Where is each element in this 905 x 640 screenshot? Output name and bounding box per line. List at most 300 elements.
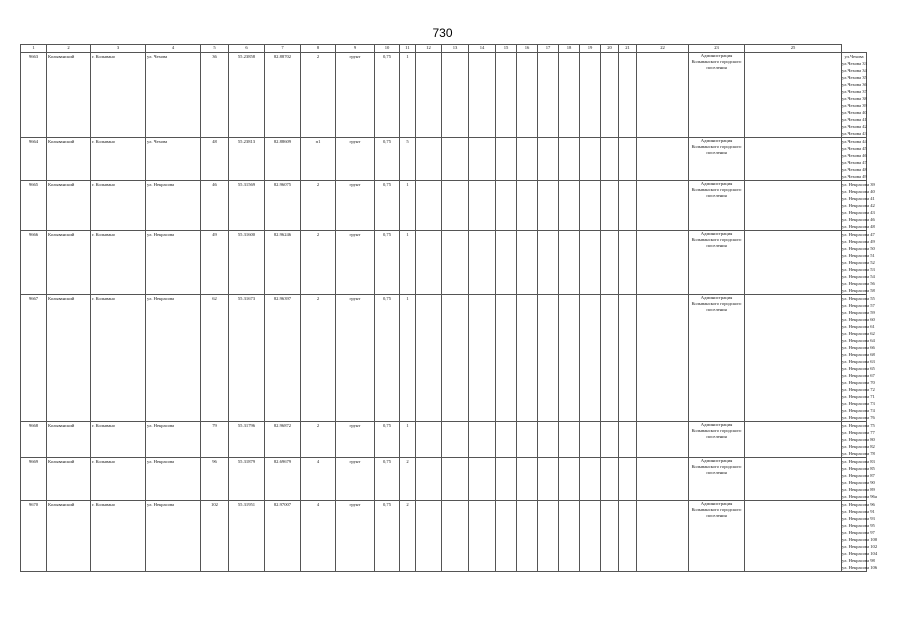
column-header: 15 xyxy=(496,45,517,53)
page-number: 730 xyxy=(432,26,453,40)
house-number: 46 xyxy=(201,181,229,231)
empty-cell xyxy=(469,501,496,572)
registry-number: 9667 xyxy=(21,295,47,422)
longitude: 82.69679 xyxy=(265,458,301,501)
container-volume: 0,75 xyxy=(375,181,400,231)
registry-table xyxy=(20,44,878,572)
owner-name: Администрация Колыванского городского поселения xyxy=(689,501,745,572)
empty-cell xyxy=(442,501,469,572)
column-header: 10 xyxy=(375,45,400,53)
empty-cell xyxy=(496,295,517,422)
served-address: ул. Некрасова 66 xyxy=(842,345,875,350)
empty-cell xyxy=(745,458,842,501)
empty-cell xyxy=(601,231,619,295)
empty-cell xyxy=(601,501,619,572)
locality-name: г. Колывано xyxy=(91,422,146,458)
empty-cell xyxy=(469,422,496,458)
container-count: 4 xyxy=(301,458,336,501)
served-address: ул. Некрасова 71 xyxy=(842,394,875,399)
served-addresses xyxy=(842,231,875,295)
empty-cell xyxy=(538,501,559,572)
owner-name: Администрация Колыванского городского поселения xyxy=(689,231,745,295)
served-address: ул. Некрасова 41 xyxy=(842,196,875,201)
longitude: 82.96075 xyxy=(265,181,301,231)
owner-name: Администрация Колыванского городского поселения xyxy=(689,422,745,458)
served-address: ул. Некрасова 82 xyxy=(842,444,875,449)
column-header: 25 xyxy=(745,45,842,53)
empty-cell xyxy=(637,501,689,572)
column-header: 7 xyxy=(265,45,301,53)
column-header: 21 xyxy=(619,45,637,53)
column-header: 16 xyxy=(517,45,538,53)
collection-frequency: 1 xyxy=(400,53,416,138)
empty-cell xyxy=(442,422,469,458)
empty-cell xyxy=(538,422,559,458)
table-row xyxy=(21,422,867,458)
served-address: ул.Чехова 36 xyxy=(842,82,867,87)
empty-cell xyxy=(469,458,496,501)
served-address: ул. Некрасова 93 xyxy=(842,516,875,521)
served-address: ул. Некрасова 104 xyxy=(842,551,878,556)
served-address: ул.Чехова 49 xyxy=(842,174,867,179)
container-volume: 0,75 xyxy=(375,501,400,572)
empty-cell xyxy=(601,181,619,231)
served-address: ул. Некрасова 53 xyxy=(842,267,875,272)
empty-cell xyxy=(416,53,442,138)
empty-cell xyxy=(469,53,496,138)
district-name: Колыванский xyxy=(47,501,91,572)
latitude: 55.31569 xyxy=(229,181,265,231)
empty-cell xyxy=(559,231,580,295)
street-name: ул. Чехова xyxy=(146,138,201,181)
served-address: ул. Некрасова 100 xyxy=(842,537,878,542)
longitude: 82.88702 xyxy=(265,53,301,138)
column-header: 5 xyxy=(201,45,229,53)
served-address: ул. Некрасова 49 xyxy=(842,239,875,244)
empty-cell xyxy=(416,422,442,458)
empty-cell xyxy=(538,231,559,295)
served-addresses xyxy=(842,53,867,138)
street-name: ул. Некрасова xyxy=(146,295,201,422)
served-address: ул.Чехова 38 xyxy=(842,96,867,101)
served-address: ул. Некрасова 106 xyxy=(842,565,878,570)
empty-cell xyxy=(619,422,637,458)
empty-cell xyxy=(619,53,637,138)
surface-type: грунт xyxy=(336,138,375,181)
empty-cell xyxy=(496,231,517,295)
empty-cell xyxy=(559,501,580,572)
empty-cell xyxy=(517,138,538,181)
served-addresses xyxy=(842,295,875,422)
empty-cell xyxy=(580,501,601,572)
served-address: ул.Чехова 48 xyxy=(842,167,867,172)
locality-name: г. Колывано xyxy=(91,295,146,422)
column-header: 9 xyxy=(336,45,375,53)
served-address: ул.Чехова 40 xyxy=(842,110,867,115)
column-header: 19 xyxy=(580,45,601,53)
container-volume: 0,75 xyxy=(375,458,400,501)
served-address: ул. Некрасова 78 xyxy=(842,451,875,456)
empty-cell xyxy=(442,295,469,422)
column-header: 23 xyxy=(689,45,745,53)
empty-cell xyxy=(580,53,601,138)
empty-cell xyxy=(745,181,842,231)
street-name: ул. Чехова xyxy=(146,53,201,138)
empty-cell xyxy=(442,231,469,295)
empty-cell xyxy=(637,138,689,181)
empty-cell xyxy=(416,138,442,181)
served-address: ул. Некрасова 55 xyxy=(842,296,875,301)
empty-cell xyxy=(637,422,689,458)
empty-cell xyxy=(745,501,842,572)
empty-cell xyxy=(517,295,538,422)
empty-cell xyxy=(559,295,580,422)
empty-cell xyxy=(580,295,601,422)
served-address: ул. Некрасова 60 xyxy=(842,317,875,322)
column-header: 11 xyxy=(400,45,416,53)
collection-frequency: 2 xyxy=(400,458,416,501)
empty-cell xyxy=(496,138,517,181)
collection-frequency: 1 xyxy=(400,422,416,458)
served-address: ул.Чехова xyxy=(844,54,864,59)
collection-frequency: 5 xyxy=(400,138,416,181)
empty-cell xyxy=(538,295,559,422)
surface-type: грунт xyxy=(336,501,375,572)
served-address: ул. Некрасова 65 xyxy=(842,366,875,371)
empty-cell xyxy=(538,138,559,181)
empty-cell xyxy=(619,295,637,422)
street-name: ул. Некрасова xyxy=(146,458,201,501)
served-address: ул. Некрасова 102 xyxy=(842,544,878,549)
empty-cell xyxy=(496,458,517,501)
surface-type: грунт xyxy=(336,295,375,422)
district-name: Колыванский xyxy=(47,181,91,231)
empty-cell xyxy=(745,53,842,138)
locality-name: г. Колывано xyxy=(91,138,146,181)
empty-cell xyxy=(580,231,601,295)
column-header: 13 xyxy=(442,45,469,53)
empty-cell xyxy=(496,53,517,138)
served-address: ул.Чехова 39 xyxy=(842,103,867,108)
latitude: 55.31951 xyxy=(229,501,265,572)
container-volume: 0,75 xyxy=(375,53,400,138)
served-address: ул. Некрасова 48 xyxy=(842,224,875,229)
served-address: ул. Некрасова 96а xyxy=(842,494,877,499)
owner-name: Администрация Колыванского городского поселения xyxy=(689,138,745,181)
served-address: ул. Некрасова 76 xyxy=(842,415,875,420)
empty-cell xyxy=(559,138,580,181)
empty-cell xyxy=(469,181,496,231)
empty-cell xyxy=(559,458,580,501)
served-address: ул. Некрасова 70 xyxy=(842,380,875,385)
served-address: ул. Некрасова 56 xyxy=(842,281,875,286)
container-volume: 0,75 xyxy=(375,231,400,295)
locality-name: г. Колывано xyxy=(91,53,146,138)
empty-cell xyxy=(517,422,538,458)
street-name: ул. Некрасова xyxy=(146,181,201,231)
served-address: ул. Некрасова 72 xyxy=(842,387,875,392)
empty-cell xyxy=(416,501,442,572)
served-address: ул. Некрасова 95 xyxy=(842,523,875,528)
empty-cell xyxy=(442,138,469,181)
owner-name: Администрация Колыванского городского поселения xyxy=(689,458,745,501)
street-name: ул. Некрасова xyxy=(146,422,201,458)
served-address: ул. Некрасова 83 xyxy=(842,459,875,464)
container-volume: 0,75 xyxy=(375,295,400,422)
column-header: 1 xyxy=(21,45,47,53)
empty-cell xyxy=(580,138,601,181)
served-address: ул.Чехова 42 xyxy=(842,124,867,129)
served-address: ул.Чехова 47 xyxy=(842,160,867,165)
served-address: ул. Некрасова 54 xyxy=(842,274,875,279)
served-address: ул.Чехова 44 xyxy=(842,139,867,144)
locality-name: г. Колывано xyxy=(91,501,146,572)
served-address: ул. Некрасова 91 xyxy=(842,509,875,514)
latitude: 55.31796 xyxy=(229,422,265,458)
served-address: ул. Некрасова 43 xyxy=(842,210,875,215)
empty-cell xyxy=(637,53,689,138)
empty-cell xyxy=(580,422,601,458)
empty-cell xyxy=(496,422,517,458)
table-row xyxy=(21,181,867,231)
empty-cell xyxy=(745,422,842,458)
table-header-row xyxy=(21,45,867,53)
served-address: ул. Некрасова 97 xyxy=(842,530,875,535)
container-count: 2 xyxy=(301,53,336,138)
locality-name: г. Колывано xyxy=(91,231,146,295)
served-addresses xyxy=(842,501,878,572)
empty-cell xyxy=(416,181,442,231)
house-number: 96 xyxy=(201,458,229,501)
latitude: 55.23813 xyxy=(229,138,265,181)
table-row xyxy=(21,458,867,501)
served-address: ул. Некрасова 68 xyxy=(842,352,875,357)
empty-cell xyxy=(469,231,496,295)
empty-cell xyxy=(538,458,559,501)
longitude: 82.97007 xyxy=(265,501,301,572)
empty-cell xyxy=(517,53,538,138)
served-address: ул. Некрасова 58 xyxy=(842,288,875,293)
column-header: 12 xyxy=(416,45,442,53)
served-address: ул. Некрасова 77 xyxy=(842,430,875,435)
column-header: 8 xyxy=(301,45,336,53)
latitude: 55.31600 xyxy=(229,231,265,295)
latitude: 55.31879 xyxy=(229,458,265,501)
column-header: 4 xyxy=(146,45,201,53)
empty-cell xyxy=(619,181,637,231)
empty-cell xyxy=(619,231,637,295)
longitude: 82.88609 xyxy=(265,138,301,181)
registry-number: 9669 xyxy=(21,458,47,501)
street-name: ул. Некрасова xyxy=(146,501,201,572)
district-name: Колыванский xyxy=(47,295,91,422)
owner-name: Администрация Колыванского городского поселения xyxy=(689,295,745,422)
surface-type: грунт xyxy=(336,53,375,138)
served-addresses xyxy=(842,422,875,458)
served-address: ул. Некрасова 40 xyxy=(842,189,875,194)
locality-name: г. Колывано xyxy=(91,181,146,231)
longitude: 82.96246 xyxy=(265,231,301,295)
container-count: 2 xyxy=(301,181,336,231)
empty-cell xyxy=(559,181,580,231)
column-header: 18 xyxy=(559,45,580,53)
empty-cell xyxy=(601,295,619,422)
served-address: ул.Чехова 35 xyxy=(842,75,867,80)
container-volume: 0,75 xyxy=(375,422,400,458)
served-address: ул.Чехова 45 xyxy=(842,146,867,151)
longitude: 82.96872 xyxy=(265,422,301,458)
empty-cell xyxy=(580,458,601,501)
served-address: ул. Некрасова 80 xyxy=(842,437,875,442)
empty-cell xyxy=(416,231,442,295)
collection-frequency: 2 xyxy=(400,501,416,572)
empty-cell xyxy=(442,53,469,138)
served-address: ул.Чехова 41 xyxy=(842,117,867,122)
served-address: ул. Некрасова 47 xyxy=(842,232,875,237)
district-name: Колыванский xyxy=(47,138,91,181)
empty-cell xyxy=(442,458,469,501)
empty-cell xyxy=(442,181,469,231)
house-number: 48 xyxy=(201,138,229,181)
empty-cell xyxy=(559,53,580,138)
column-header: 14 xyxy=(469,45,496,53)
empty-cell xyxy=(619,458,637,501)
house-number: 36 xyxy=(201,53,229,138)
served-address: ул. Некрасова 75 xyxy=(842,423,875,428)
served-address: ул. Некрасова 46 xyxy=(842,217,875,222)
empty-cell xyxy=(416,458,442,501)
empty-cell xyxy=(559,422,580,458)
collection-frequency: 1 xyxy=(400,231,416,295)
latitude: 55.23858 xyxy=(229,53,265,138)
registry-number: 9663 xyxy=(21,53,47,138)
served-address: ул. Некрасова 62 xyxy=(842,331,875,336)
column-header: 2 xyxy=(47,45,91,53)
empty-cell xyxy=(637,181,689,231)
registry-number: 9670 xyxy=(21,501,47,572)
registry-number: 9664 xyxy=(21,138,47,181)
empty-cell xyxy=(619,138,637,181)
empty-cell xyxy=(745,295,842,422)
longitude: 82.96397 xyxy=(265,295,301,422)
served-address: ул. Некрасова 42 xyxy=(842,203,875,208)
empty-cell xyxy=(580,181,601,231)
served-address: ул.Чехова 46 xyxy=(842,153,867,158)
served-address: ул. Некрасова 85 xyxy=(842,466,875,471)
empty-cell xyxy=(601,138,619,181)
owner-name: Администрация Колыванского городского поселения xyxy=(689,53,745,138)
served-address: ул.Чехова 37 xyxy=(842,89,867,94)
container-count: 2 xyxy=(301,422,336,458)
served-address: ул. Некрасова 39 xyxy=(842,182,875,187)
district-name: Колыванский xyxy=(47,231,91,295)
empty-cell xyxy=(517,458,538,501)
collection-frequency: 1 xyxy=(400,181,416,231)
served-address: ул. Некрасова 64 xyxy=(842,338,875,343)
served-address: ул. Некрасова 89 xyxy=(842,487,875,492)
served-address: ул. Некрасова 67 xyxy=(842,373,875,378)
empty-cell xyxy=(637,295,689,422)
empty-cell xyxy=(619,501,637,572)
column-header: 6 xyxy=(229,45,265,53)
served-address: ул.Чехова 33 xyxy=(842,61,867,66)
latitude: 55.31673 xyxy=(229,295,265,422)
empty-cell xyxy=(496,501,517,572)
surface-type: грунт xyxy=(336,181,375,231)
empty-cell xyxy=(416,295,442,422)
container-count: п1 xyxy=(301,138,336,181)
served-addresses xyxy=(842,458,877,501)
house-number: 49 xyxy=(201,231,229,295)
district-name: Колыванский xyxy=(47,458,91,501)
column-header: 17 xyxy=(538,45,559,53)
street-name: ул. Некрасова xyxy=(146,231,201,295)
district-name: Колыванский xyxy=(47,422,91,458)
table-row xyxy=(21,53,867,138)
empty-cell xyxy=(517,501,538,572)
served-address: ул. Некрасова 74 xyxy=(842,408,875,413)
served-address: ул. Некрасова 52 xyxy=(842,260,875,265)
column-header: 3 xyxy=(91,45,146,53)
house-number: 62 xyxy=(201,295,229,422)
surface-type: грунт xyxy=(336,458,375,501)
served-address: ул. Некрасова 61 xyxy=(842,324,875,329)
served-address: ул. Некрасова 87 xyxy=(842,473,875,478)
empty-cell xyxy=(538,53,559,138)
container-count: 2 xyxy=(301,295,336,422)
table-body xyxy=(21,53,878,572)
served-address: ул. Некрасова 57 xyxy=(842,303,875,308)
served-address: ул. Некрасова 51 xyxy=(842,253,875,258)
table-row xyxy=(21,501,867,572)
surface-type: грунт xyxy=(336,422,375,458)
empty-cell xyxy=(469,295,496,422)
table-row xyxy=(21,295,867,422)
district-name: Колыванский xyxy=(47,53,91,138)
owner-name: Администрация Колыванского городского поселения xyxy=(689,181,745,231)
empty-cell xyxy=(637,458,689,501)
empty-cell xyxy=(469,138,496,181)
empty-cell xyxy=(601,53,619,138)
collection-frequency: 1 xyxy=(400,295,416,422)
empty-cell xyxy=(637,231,689,295)
served-address: ул. Некрасова 73 xyxy=(842,401,875,406)
empty-cell xyxy=(745,231,842,295)
served-address: ул. Некрасова 59 xyxy=(842,310,875,315)
empty-cell xyxy=(517,231,538,295)
served-address: ул.Чехова 43 xyxy=(842,131,867,136)
served-address: ул. Некрасова 98 xyxy=(842,558,875,563)
empty-cell xyxy=(601,422,619,458)
served-address: ул.Чехова 34 xyxy=(842,68,867,73)
table-row xyxy=(21,138,867,181)
served-address: ул. Некрасова 50 xyxy=(842,246,875,251)
empty-cell xyxy=(496,181,517,231)
served-address: ул. Некрасова 96 xyxy=(842,502,875,507)
registry-number: 9668 xyxy=(21,422,47,458)
served-address: ул. Некрасова 63 xyxy=(842,359,875,364)
empty-cell xyxy=(745,138,842,181)
column-header: 22 xyxy=(637,45,689,53)
container-count: 2 xyxy=(301,231,336,295)
served-addresses xyxy=(842,138,867,181)
served-addresses xyxy=(842,181,875,231)
locality-name: г. Колывано xyxy=(91,458,146,501)
container-count: 4 xyxy=(301,501,336,572)
house-number: 102 xyxy=(201,501,229,572)
table-row xyxy=(21,231,867,295)
registry-number: 9666 xyxy=(21,231,47,295)
